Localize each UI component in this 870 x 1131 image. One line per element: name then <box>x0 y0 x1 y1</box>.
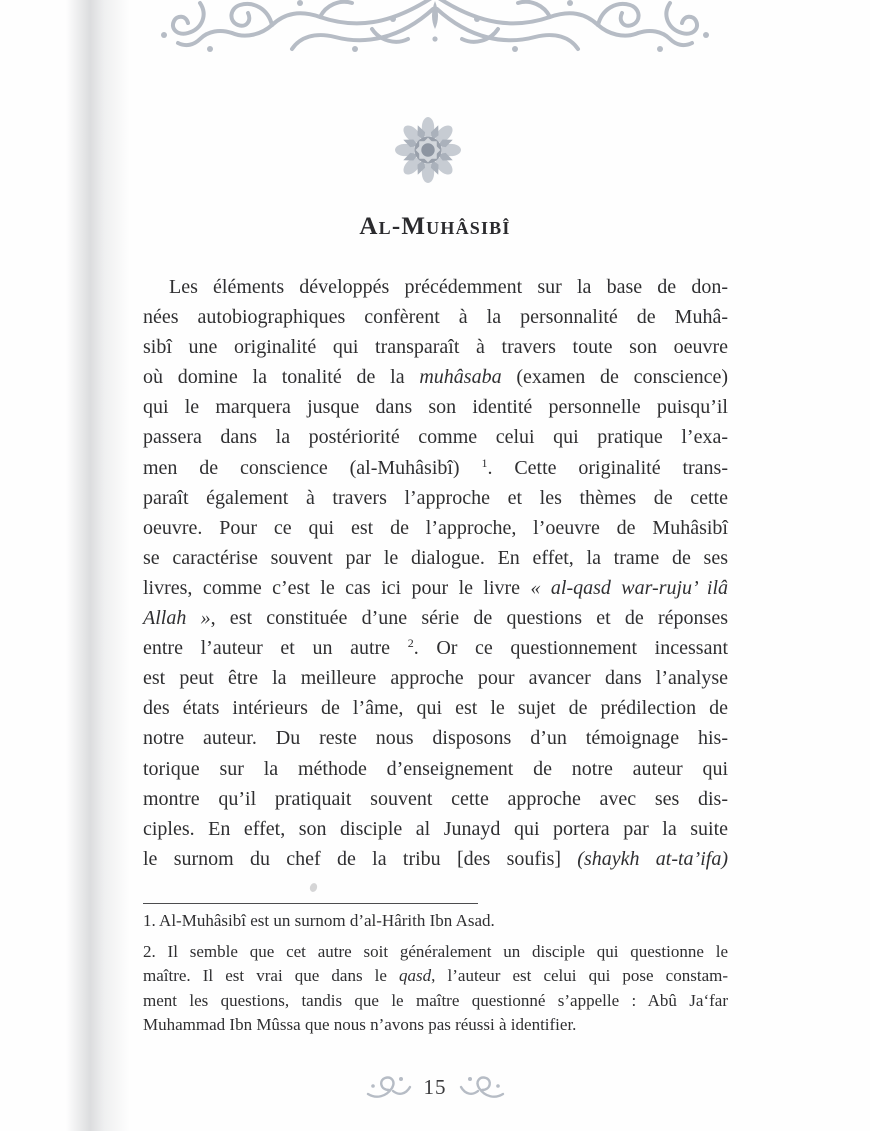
chapter-title: Al-Muhâsibî <box>359 213 511 240</box>
body-line: sibî une originalité qui transparaît à travers toute son oeuvre <box>143 336 728 359</box>
footnote-line: Muhammad Ibn Mûssa que nous n’avons pas réussi à identifier. <box>143 1015 577 1034</box>
body-line: le surnom du chef de la tribu [des soufis] (shaykh at-ta’ifa) <box>143 847 728 870</box>
footnote-reference: 1 <box>481 455 488 470</box>
body-line: Allah », est constituée d’une série de questions et de réponses <box>143 607 728 630</box>
rosette-medallion-icon <box>394 116 462 184</box>
body-line: nées autobiographiques confèrent à la personnalité de Muhâ- <box>143 306 728 329</box>
footnote-line: ment les questions, tandis que le maître questionné s’appelle : Abû Ja‘far <box>143 990 728 1010</box>
footnotes <box>143 909 728 1044</box>
body-line: entre l’auteur et un autre $^2$. Or ce questionnement incessant <box>143 636 728 660</box>
body-line: paraît également à travers l’approche et les thèmes de cette <box>143 486 728 509</box>
body-line: men de conscience (al-Muhâsibî) $^1$. Cette originalité trans- <box>143 455 728 479</box>
page-footer <box>0 1070 870 1104</box>
footnote-reference: 2 <box>407 636 414 651</box>
body-line: montre qu’il pratiquait souvent cette approche avec ses dis- <box>143 787 728 810</box>
page-number: 15 <box>423 1074 447 1099</box>
scan-speck <box>309 882 319 893</box>
top-flourish-ornament-icon <box>150 0 720 57</box>
body-line: Les éléments développés précédemment sur la base de don- <box>169 276 728 298</box>
body-line: ciples. En effet, son disciple al Junayd qui portera par la suite <box>143 817 728 840</box>
footer-right-flourish-icon <box>459 1074 505 1100</box>
page-gutter-shadow <box>66 0 130 1131</box>
footnote-line: 1. Al-Muhâsibî est un surnom d’al-Hârith Ibn Asad. <box>143 911 495 930</box>
body-line: oeuvre. Pour ce qui est de l’approche, l’oeuvre de Muhâsibî <box>143 516 728 539</box>
footnote-line: 2. Il semble que cet autre soit généralement un disciple qui questionne le <box>143 941 728 961</box>
body-line: des états intérieurs de l’âme, qui est le sujet de prédilection de <box>143 697 728 720</box>
body-text <box>143 272 728 874</box>
body-line: torique sur la méthode d’enseignement de notre auteur qui <box>143 757 728 780</box>
body-line: qui le marquera jusque dans son identité personnelle puisqu’il <box>143 396 728 419</box>
footer-left-flourish-icon <box>366 1074 412 1100</box>
body-line: est peut être la meilleure approche pour avancer dans l’analyse <box>143 667 728 690</box>
body-line: notre auteur. Du reste nous disposons d’un témoignage his- <box>143 727 728 750</box>
body-line: où domine la tonalité de la muhâsaba (examen de conscience) <box>143 366 729 389</box>
footnote-line: maître. Il est vrai que dans le qasd, l’auteur est celui qui pose constam- <box>143 966 728 985</box>
body-line: passera dans la postériorité comme celui qui pratique l’exa- <box>143 426 728 449</box>
body-line: se caractérise souvent par le dialogue. En effet, la trame de ses <box>143 546 728 569</box>
footnote <box>143 940 728 1038</box>
footnote <box>143 909 728 934</box>
footnote-divider <box>143 903 478 904</box>
body-line: livres, comme c’est le cas ici pour le livre « al-qasd war-ruju’ ilâ <box>143 576 729 599</box>
